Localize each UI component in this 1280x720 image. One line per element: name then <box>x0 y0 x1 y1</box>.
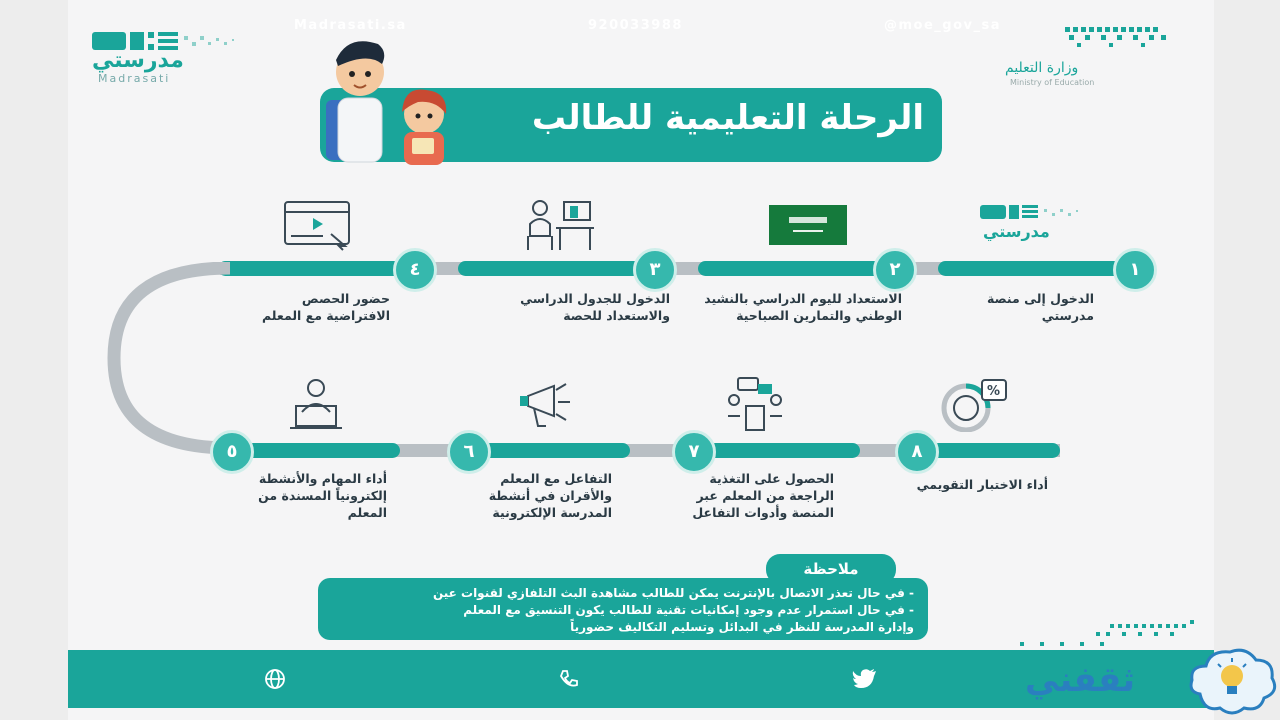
step-5-line2: إلكترونياً المسندة من <box>258 488 387 503</box>
step-8-line1: أداء الاختبار التقويمي <box>916 477 1048 492</box>
lightbulb-cloud-icon <box>1186 644 1280 720</box>
student-desk-icon <box>520 196 596 252</box>
saudi-flag-icon <box>769 205 847 245</box>
step-6-line2: والأقران في أنشطة <box>488 488 612 503</box>
note-line-1: - في حال تعذر الاتصال بالإنترنت يمكن للطالب مشاهدة البث التلفازي لقنوات عين <box>432 586 914 600</box>
step-4-track <box>218 261 408 276</box>
step-1-line1: الدخول إلى منصة <box>987 291 1094 306</box>
step-1-label <box>934 290 1094 324</box>
step-6-label <box>442 470 612 521</box>
ministry-name-arabic: وزارة التعليم <box>1005 60 1079 76</box>
page-title: الرحلة التعليمية للطالب <box>531 98 924 138</box>
step-3-line1: الدخول للجدول الدراسي <box>520 291 670 306</box>
students-illustration <box>318 30 463 165</box>
step-5-track <box>235 443 400 458</box>
step-2-line2: الوطني والتمارين الصباحية <box>736 308 902 323</box>
megaphone-icon <box>514 378 580 430</box>
madrasati-small-logo-icon <box>978 203 1088 245</box>
step-3-track <box>458 261 658 276</box>
footer-website-link[interactable]: Madrasati.sa <box>294 18 407 33</box>
step-3-line2: والاستعداد للحصة <box>563 308 670 323</box>
video-screen-icon <box>283 200 355 252</box>
footer-phone[interactable]: 920033988 <box>588 18 683 33</box>
step-8-label <box>898 476 1048 493</box>
step-2-track <box>698 261 898 276</box>
note-title: ملاحظة <box>766 554 896 584</box>
decorative-dots <box>1010 620 1200 652</box>
step-8-track <box>920 443 1060 458</box>
step-6-line1: التفاعل مع المعلم <box>500 471 612 486</box>
twitter-icon <box>852 668 878 690</box>
step-5-line1: أداء المهام والأنشطة <box>258 471 387 486</box>
note-line-2: - في حال استمرار عدم وجود إمكانيات تقنية للطالب يكون التنسيق مع المعلم <box>463 603 914 617</box>
ministry-name-english: Ministry of Education <box>1010 78 1095 87</box>
step-7-label <box>664 470 834 521</box>
step-2-line1: الاستعداد لليوم الدراسي بالنشيد <box>704 291 902 306</box>
step-4-line2: الافتراضية مع المعلم <box>261 308 390 323</box>
discussion-icon <box>724 376 786 434</box>
step-4-number: ٤ <box>393 248 437 292</box>
note-line-3: وإدارة المدرسة للنظر في البدائل وتسليم التكاليف حضورياً <box>570 620 914 634</box>
step-1-line2: مدرستي <box>1041 308 1094 323</box>
step-2-label <box>682 290 902 324</box>
step-4-label <box>220 290 390 324</box>
step-7-line3: المنصة وأدوات التفاعل <box>692 505 834 520</box>
step-5-label <box>217 470 387 521</box>
step-8-number: ٨ <box>895 430 939 474</box>
madrasati-logo-text: مدرستي <box>92 48 184 73</box>
step-1-number: ١ <box>1113 248 1157 292</box>
step-3-number: ٣ <box>633 248 677 292</box>
step-6-line3: المدرسة الإلكترونية <box>492 505 612 520</box>
step-4-line1: حضور الحصص <box>301 291 390 306</box>
step-7-line1: الحصول على التغذية <box>709 471 834 486</box>
step-2-number: ٢ <box>873 248 917 292</box>
step-6-number: ٦ <box>447 430 491 474</box>
step-6-track <box>470 443 630 458</box>
madrasati-logo-subtitle: Madrasati <box>98 72 171 85</box>
phone-icon <box>558 668 580 690</box>
step-7-line2: الراجعة من المعلم عبر <box>696 488 834 503</box>
path-curve <box>100 262 240 462</box>
brand-watermark-text: ثقفني <box>1025 660 1135 700</box>
step-3-label <box>480 290 670 324</box>
percent-chart-icon <box>938 378 1010 432</box>
step-5-line3: المعلم <box>347 505 387 520</box>
footer-twitter-handle[interactable]: @moe_gov_sa <box>884 18 1002 33</box>
note-box <box>318 578 928 640</box>
svg-text:مدرستي: مدرستي <box>983 222 1050 241</box>
step-7-track <box>700 443 860 458</box>
step-7-number: ٧ <box>672 430 716 474</box>
globe-icon <box>264 668 286 690</box>
step-1-track <box>938 261 1138 276</box>
svg-text:%: % <box>987 384 1001 399</box>
laptop-user-icon <box>286 376 346 432</box>
step-5-number: ٥ <box>210 430 254 474</box>
